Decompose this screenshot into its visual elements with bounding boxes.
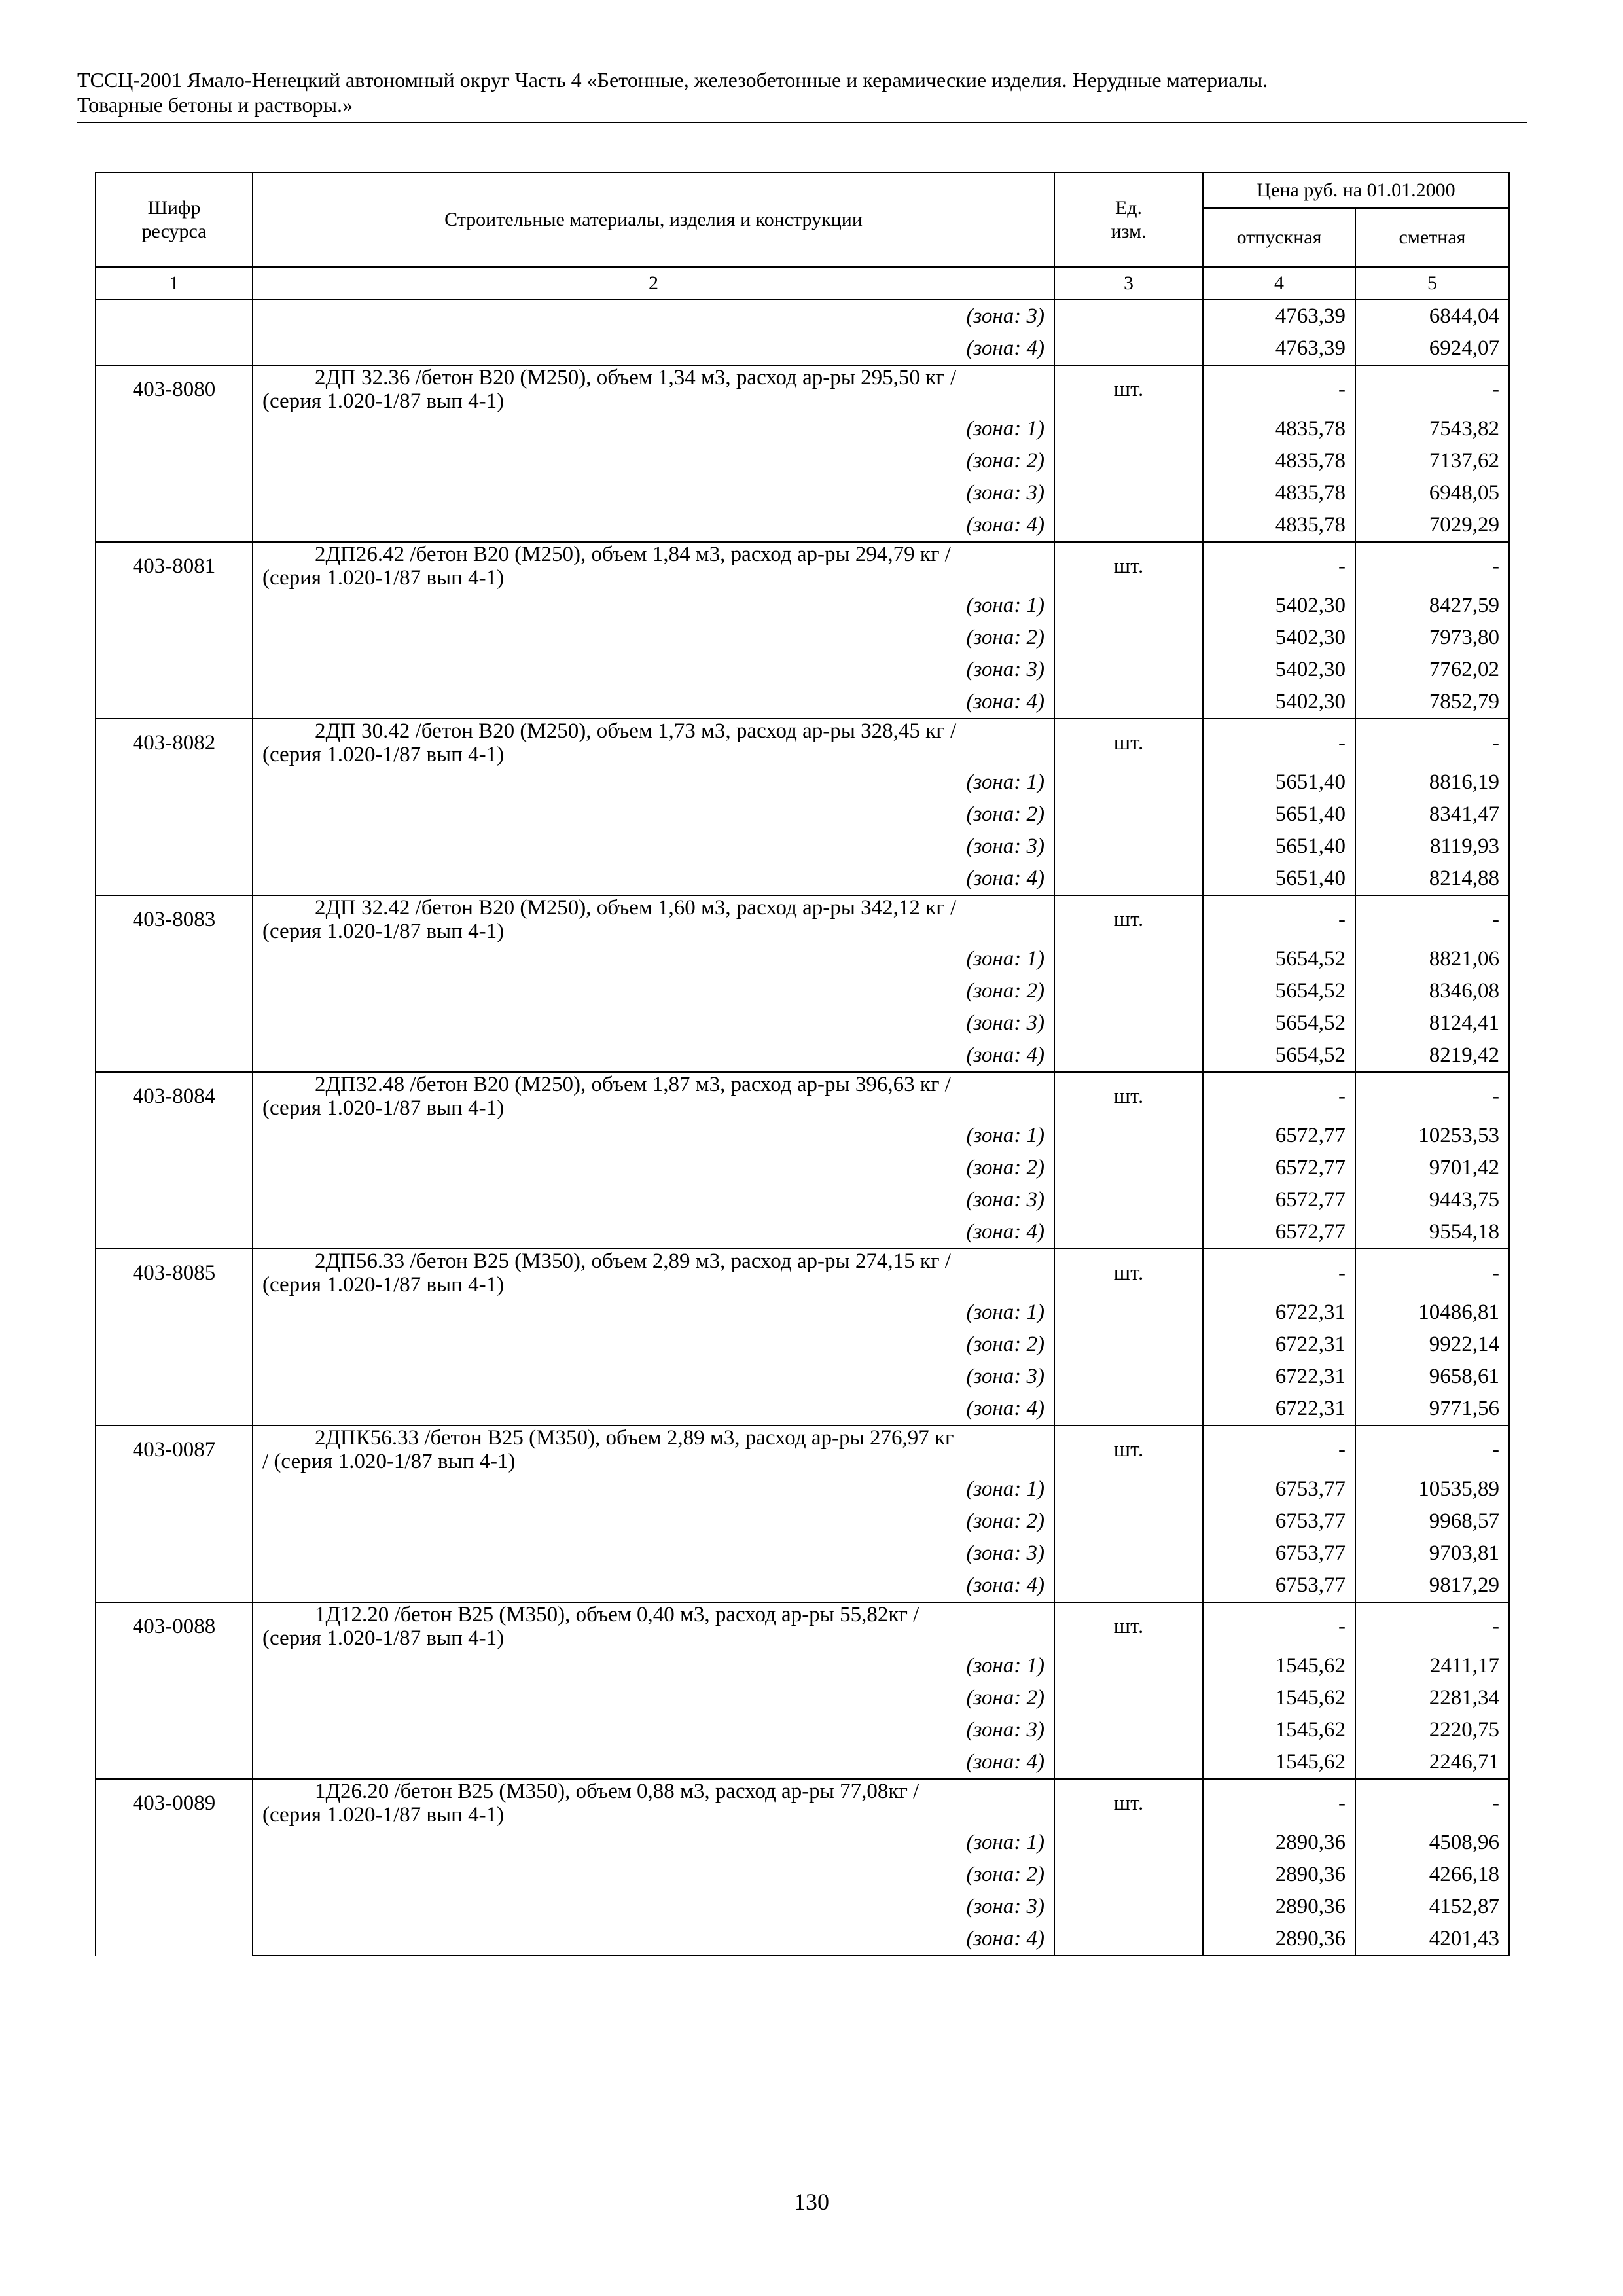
item-row bbox=[96, 1779, 1509, 1827]
zone-label: (зона: 4) bbox=[253, 1393, 1054, 1426]
zone-label: (зона: 4) bbox=[253, 686, 1054, 719]
unit-cell bbox=[1054, 1746, 1203, 1779]
unit-cell bbox=[1054, 1570, 1203, 1602]
unit-cell bbox=[1054, 975, 1203, 1007]
item-row bbox=[96, 1249, 1509, 1297]
unit-cell bbox=[1054, 445, 1203, 477]
estimate-price: - bbox=[1355, 1249, 1509, 1297]
col-number-1: 1 bbox=[96, 267, 253, 300]
estimate-price: 8219,42 bbox=[1355, 1039, 1509, 1072]
col-header-price: Цена руб. на 01.01.2000 bbox=[1203, 173, 1509, 208]
zone-label: (зона: 1) bbox=[253, 413, 1054, 445]
zone-label: (зона: 1) bbox=[253, 1120, 1054, 1152]
estimate-price: 2411,17 bbox=[1355, 1650, 1509, 1682]
unit-cell bbox=[1054, 477, 1203, 509]
estimate-price: 9703,81 bbox=[1355, 1537, 1509, 1570]
zone-label: (зона: 2) bbox=[253, 975, 1054, 1007]
unit-cell bbox=[1054, 1891, 1203, 1923]
resource-code: 403-8081 bbox=[96, 542, 253, 719]
unit-cell bbox=[1054, 1297, 1203, 1329]
description-series: (серия 1.020-1/87 вып 4-1) bbox=[262, 920, 505, 943]
zone-row bbox=[96, 1505, 1509, 1537]
item-row bbox=[96, 1426, 1509, 1473]
release-price: 5402,30 bbox=[1203, 654, 1355, 686]
zone-row bbox=[96, 1682, 1509, 1714]
zone-row bbox=[96, 1120, 1509, 1152]
page-number: 130 bbox=[794, 2189, 829, 2215]
resource-code: 403-0087 bbox=[96, 1426, 253, 1602]
unit-cell bbox=[1054, 1537, 1203, 1570]
zone-label: (зона: 2) bbox=[253, 798, 1054, 831]
zone-row bbox=[96, 863, 1509, 895]
estimate-price: 10535,89 bbox=[1355, 1473, 1509, 1505]
zone-row bbox=[96, 622, 1509, 654]
zone-label: (зона: 4) bbox=[253, 1746, 1054, 1779]
item-description bbox=[253, 542, 1054, 590]
zone-label: (зона: 4) bbox=[253, 509, 1054, 542]
unit-cell bbox=[1054, 1682, 1203, 1714]
table-header-row bbox=[96, 173, 1509, 208]
unit-cell bbox=[1054, 1184, 1203, 1216]
unit-cell bbox=[1054, 509, 1203, 542]
price-table-body bbox=[96, 173, 1509, 1956]
description-main: 1Д12.20 /бетон В25 (М350), объем 0,40 м3, расход ар-ры 55,82кг / bbox=[315, 1603, 919, 1626]
zone-row bbox=[96, 1537, 1509, 1570]
estimate-price: 9968,57 bbox=[1355, 1505, 1509, 1537]
description-main: 2ДП 32.36 /бетон В20 (М250), объем 1,34 м3, расход ар-ры 295,50 кг / bbox=[315, 366, 957, 389]
description-series: (серия 1.020-1/87 вып 4-1) bbox=[262, 566, 505, 590]
unit-cell bbox=[1054, 1473, 1203, 1505]
zone-label: (зона: 2) bbox=[253, 445, 1054, 477]
unit-cell bbox=[1054, 798, 1203, 831]
description-main: 2ДП 30.42 /бетон В20 (М250), объем 1,73 м3, расход ар-ры 328,45 кг / bbox=[315, 719, 957, 743]
zone-label: (зона: 3) bbox=[253, 831, 1054, 863]
col-header-estimate: сметная bbox=[1355, 208, 1509, 267]
release-price: 5654,52 bbox=[1203, 943, 1355, 975]
zone-row bbox=[96, 477, 1509, 509]
description-main: 2ДПК56.33 /бетон В25 (М350), объем 2,89 м3, расход ар-ры 276,97 кг bbox=[315, 1426, 954, 1450]
estimate-price: - bbox=[1355, 719, 1509, 766]
zone-row bbox=[96, 1152, 1509, 1184]
unit-of-measure: шт. bbox=[1054, 1602, 1203, 1650]
unit-cell bbox=[1054, 1039, 1203, 1072]
zone-row bbox=[96, 1297, 1509, 1329]
unit-cell bbox=[1054, 1361, 1203, 1393]
release-price: 4835,78 bbox=[1203, 445, 1355, 477]
release-price: 2890,36 bbox=[1203, 1923, 1355, 1956]
release-price: 6753,77 bbox=[1203, 1570, 1355, 1602]
unit-cell bbox=[1054, 943, 1203, 975]
estimate-price: 4201,43 bbox=[1355, 1923, 1509, 1956]
unit-of-measure: шт. bbox=[1054, 365, 1203, 413]
estimate-price: 9817,29 bbox=[1355, 1570, 1509, 1602]
release-price: 6572,77 bbox=[1203, 1152, 1355, 1184]
estimate-price: 10486,81 bbox=[1355, 1297, 1509, 1329]
col-number-4: 4 bbox=[1203, 267, 1355, 300]
unit-cell bbox=[1054, 1859, 1203, 1891]
description-series: (серия 1.020-1/87 вып 4-1) bbox=[262, 1273, 505, 1297]
estimate-price: 8341,47 bbox=[1355, 798, 1509, 831]
code-cell bbox=[96, 332, 253, 365]
unit-of-measure: шт. bbox=[1054, 895, 1203, 943]
estimate-price: 7543,82 bbox=[1355, 413, 1509, 445]
zone-label: (зона: 3) bbox=[253, 654, 1054, 686]
unit-cell bbox=[1054, 1152, 1203, 1184]
item-row bbox=[96, 542, 1509, 590]
estimate-price: - bbox=[1355, 895, 1509, 943]
zone-label: (зона: 4) bbox=[253, 863, 1054, 895]
zone-label: (зона: 3) bbox=[253, 300, 1054, 332]
zone-row bbox=[96, 1007, 1509, 1039]
zone-row bbox=[96, 509, 1509, 542]
release-price: - bbox=[1203, 1426, 1355, 1473]
zone-row bbox=[96, 798, 1509, 831]
description-main: 2ДП 32.42 /бетон В20 (М250), объем 1,60 м3, расход ар-ры 342,12 кг / bbox=[315, 896, 957, 920]
zone-row bbox=[96, 1714, 1509, 1746]
release-price: - bbox=[1203, 1779, 1355, 1827]
unit-cell bbox=[1054, 1505, 1203, 1537]
estimate-price: 8119,93 bbox=[1355, 831, 1509, 863]
estimate-price: - bbox=[1355, 542, 1509, 590]
item-description bbox=[253, 719, 1054, 766]
release-price: - bbox=[1203, 365, 1355, 413]
header-divider bbox=[77, 122, 1527, 123]
item-description bbox=[253, 1249, 1054, 1297]
zone-label: (зона: 1) bbox=[253, 590, 1054, 622]
unit-cell bbox=[1054, 863, 1203, 895]
unit-of-measure: шт. bbox=[1054, 1426, 1203, 1473]
zone-row bbox=[96, 1923, 1509, 1956]
release-price: 6572,77 bbox=[1203, 1184, 1355, 1216]
unit-cell bbox=[1054, 1120, 1203, 1152]
zone-row bbox=[96, 332, 1509, 365]
estimate-price: 7137,62 bbox=[1355, 445, 1509, 477]
release-price: 2890,36 bbox=[1203, 1859, 1355, 1891]
estimate-price: 7852,79 bbox=[1355, 686, 1509, 719]
zone-row bbox=[96, 975, 1509, 1007]
zone-row bbox=[96, 1393, 1509, 1426]
zone-row bbox=[96, 590, 1509, 622]
description-series: (серия 1.020-1/87 вып 4-1) bbox=[262, 1803, 505, 1827]
zone-label: (зона: 1) bbox=[253, 1650, 1054, 1682]
estimate-price: 7029,29 bbox=[1355, 509, 1509, 542]
estimate-price: - bbox=[1355, 1072, 1509, 1120]
release-price: 5654,52 bbox=[1203, 1039, 1355, 1072]
zone-label: (зона: 3) bbox=[253, 477, 1054, 509]
description-series: (серия 1.020-1/87 вып 4-1) bbox=[262, 389, 505, 413]
unit-cell bbox=[1054, 654, 1203, 686]
code-cell bbox=[96, 300, 253, 332]
unit-cell bbox=[1054, 1923, 1203, 1956]
zone-row bbox=[96, 1859, 1509, 1891]
unit-cell bbox=[1054, 1714, 1203, 1746]
estimate-price: 9922,14 bbox=[1355, 1329, 1509, 1361]
estimate-price: 7973,80 bbox=[1355, 622, 1509, 654]
estimate-price: 4152,87 bbox=[1355, 1891, 1509, 1923]
zone-label: (зона: 4) bbox=[253, 332, 1054, 365]
release-price: 6722,31 bbox=[1203, 1361, 1355, 1393]
zone-label: (зона: 2) bbox=[253, 1859, 1054, 1891]
release-price: 5651,40 bbox=[1203, 766, 1355, 798]
estimate-price: - bbox=[1355, 1602, 1509, 1650]
unit-cell bbox=[1054, 332, 1203, 365]
item-row bbox=[96, 1072, 1509, 1120]
header-line-2: Товарные бетоны и растворы.» bbox=[77, 93, 353, 117]
release-price: - bbox=[1203, 1602, 1355, 1650]
release-price: 6753,77 bbox=[1203, 1505, 1355, 1537]
release-price: 6722,31 bbox=[1203, 1393, 1355, 1426]
zone-row bbox=[96, 413, 1509, 445]
estimate-price: 9701,42 bbox=[1355, 1152, 1509, 1184]
description-series: (серия 1.020-1/87 вып 4-1) bbox=[262, 1626, 505, 1650]
zone-label: (зона: 4) bbox=[253, 1216, 1054, 1249]
unit-of-measure: шт. bbox=[1054, 1072, 1203, 1120]
estimate-price: 8427,59 bbox=[1355, 590, 1509, 622]
resource-code: 403-0088 bbox=[96, 1602, 253, 1779]
zone-label: (зона: 4) bbox=[253, 1923, 1054, 1956]
release-price: 6753,77 bbox=[1203, 1537, 1355, 1570]
col-header-code: Шифр ресурса bbox=[96, 173, 253, 267]
release-price: 5402,30 bbox=[1203, 686, 1355, 719]
unit-of-measure: шт. bbox=[1054, 1249, 1203, 1297]
zone-row bbox=[96, 654, 1509, 686]
unit-cell bbox=[1054, 1650, 1203, 1682]
zone-label: (зона: 1) bbox=[253, 1473, 1054, 1505]
item-row bbox=[96, 1602, 1509, 1650]
release-price: - bbox=[1203, 542, 1355, 590]
zone-row bbox=[96, 686, 1509, 719]
item-description bbox=[253, 1426, 1054, 1473]
col-number-3: 3 bbox=[1054, 267, 1203, 300]
zone-row bbox=[96, 1039, 1509, 1072]
description-main: 1Д26.20 /бетон В25 (М350), объем 0,88 м3, расход ар-ры 77,08кг / bbox=[315, 1780, 919, 1803]
zone-row bbox=[96, 831, 1509, 863]
release-price: 6753,77 bbox=[1203, 1473, 1355, 1505]
zone-label: (зона: 2) bbox=[253, 1505, 1054, 1537]
item-row bbox=[96, 895, 1509, 943]
unit-cell bbox=[1054, 413, 1203, 445]
unit-of-measure: шт. bbox=[1054, 542, 1203, 590]
unit-cell bbox=[1054, 1329, 1203, 1361]
estimate-price: 9658,61 bbox=[1355, 1361, 1509, 1393]
item-description bbox=[253, 1779, 1054, 1827]
estimate-price: 8821,06 bbox=[1355, 943, 1509, 975]
description-series: / (серия 1.020-1/87 вып 4-1) bbox=[262, 1450, 516, 1473]
zone-label: (зона: 1) bbox=[253, 1827, 1054, 1859]
estimate-price: 4508,96 bbox=[1355, 1827, 1509, 1859]
release-price: 4763,39 bbox=[1203, 332, 1355, 365]
release-price: 5654,52 bbox=[1203, 975, 1355, 1007]
zone-row bbox=[96, 1891, 1509, 1923]
resource-code: 403-8082 bbox=[96, 719, 253, 895]
zone-row bbox=[96, 445, 1509, 477]
estimate-price: 7762,02 bbox=[1355, 654, 1509, 686]
unit-of-measure: шт. bbox=[1054, 1779, 1203, 1827]
item-row bbox=[96, 719, 1509, 766]
release-price: 4835,78 bbox=[1203, 413, 1355, 445]
release-price: 4835,78 bbox=[1203, 477, 1355, 509]
zone-label: (зона: 1) bbox=[253, 766, 1054, 798]
release-price: 6572,77 bbox=[1203, 1216, 1355, 1249]
zone-label: (зона: 1) bbox=[253, 943, 1054, 975]
release-price: 5651,40 bbox=[1203, 863, 1355, 895]
zone-label: (зона: 3) bbox=[253, 1537, 1054, 1570]
zone-row bbox=[96, 1827, 1509, 1859]
unit-cell bbox=[1054, 1007, 1203, 1039]
description-series: (серия 1.020-1/87 вып 4-1) bbox=[262, 1096, 505, 1120]
zone-row bbox=[96, 1184, 1509, 1216]
item-description bbox=[253, 1602, 1054, 1650]
zone-label: (зона: 3) bbox=[253, 1007, 1054, 1039]
unit-of-measure: шт. bbox=[1054, 719, 1203, 766]
estimate-price: 4266,18 bbox=[1355, 1859, 1509, 1891]
zone-label: (зона: 2) bbox=[253, 1152, 1054, 1184]
zone-row bbox=[96, 1473, 1509, 1505]
estimate-price: 2246,71 bbox=[1355, 1746, 1509, 1779]
release-price: 5402,30 bbox=[1203, 622, 1355, 654]
release-price: - bbox=[1203, 1072, 1355, 1120]
zone-row bbox=[96, 300, 1509, 332]
estimate-price: 9443,75 bbox=[1355, 1184, 1509, 1216]
release-price: 6722,31 bbox=[1203, 1329, 1355, 1361]
item-description bbox=[253, 365, 1054, 413]
zone-label: (зона: 3) bbox=[253, 1361, 1054, 1393]
resource-code: 403-8083 bbox=[96, 895, 253, 1072]
resource-code: 403-8084 bbox=[96, 1072, 253, 1249]
zone-label: (зона: 2) bbox=[253, 1329, 1054, 1361]
item-description bbox=[253, 895, 1054, 943]
estimate-price: 2220,75 bbox=[1355, 1714, 1509, 1746]
release-price: 5651,40 bbox=[1203, 831, 1355, 863]
col-header-unit: Ед. изм. bbox=[1054, 173, 1203, 267]
unit-cell bbox=[1054, 831, 1203, 863]
header-line-1: ТССЦ-2001 Ямало-Ненецкий автономный округ Часть 4 «Бетонные, железобетонные и керамические изделия. Нерудные материалы. bbox=[77, 68, 1268, 92]
release-price: 1545,62 bbox=[1203, 1650, 1355, 1682]
estimate-price: - bbox=[1355, 1426, 1509, 1473]
col-number-2: 2 bbox=[253, 267, 1054, 300]
zone-row bbox=[96, 1329, 1509, 1361]
unit-cell bbox=[1054, 622, 1203, 654]
release-price: 4835,78 bbox=[1203, 509, 1355, 542]
zone-label: (зона: 2) bbox=[253, 622, 1054, 654]
zone-row bbox=[96, 1361, 1509, 1393]
zone-label: (зона: 2) bbox=[253, 1682, 1054, 1714]
zone-label: (зона: 3) bbox=[253, 1184, 1054, 1216]
release-price: - bbox=[1203, 895, 1355, 943]
unit-cell bbox=[1054, 1393, 1203, 1426]
estimate-price: 6948,05 bbox=[1355, 477, 1509, 509]
zone-label: (зона: 1) bbox=[253, 1297, 1054, 1329]
zone-label: (зона: 3) bbox=[253, 1891, 1054, 1923]
release-price: - bbox=[1203, 719, 1355, 766]
zone-row bbox=[96, 1650, 1509, 1682]
resource-code: 403-8080 bbox=[96, 365, 253, 542]
estimate-price: 6844,04 bbox=[1355, 300, 1509, 332]
zone-row bbox=[96, 1216, 1509, 1249]
release-price: 6722,31 bbox=[1203, 1297, 1355, 1329]
zone-row bbox=[96, 1746, 1509, 1779]
unit-cell bbox=[1054, 1827, 1203, 1859]
zone-label: (зона: 4) bbox=[253, 1570, 1054, 1602]
description-main: 2ДП26.42 /бетон В20 (М250), объем 1,84 м3, расход ар-ры 294,79 кг / bbox=[315, 543, 951, 566]
release-price: 1545,62 bbox=[1203, 1746, 1355, 1779]
release-price: 5654,52 bbox=[1203, 1007, 1355, 1039]
zone-row bbox=[96, 1570, 1509, 1602]
description-main: 2ДП32.48 /бетон В20 (М250), объем 1,87 м3, расход ар-ры 396,63 кг / bbox=[315, 1073, 951, 1096]
column-numbers-row bbox=[96, 267, 1509, 300]
release-price: 6572,77 bbox=[1203, 1120, 1355, 1152]
estimate-price: 10253,53 bbox=[1355, 1120, 1509, 1152]
release-price: 4763,39 bbox=[1203, 300, 1355, 332]
estimate-price: - bbox=[1355, 1779, 1509, 1827]
item-row bbox=[96, 365, 1509, 413]
estimate-price: 6924,07 bbox=[1355, 332, 1509, 365]
release-price: 2890,36 bbox=[1203, 1891, 1355, 1923]
release-price: - bbox=[1203, 1249, 1355, 1297]
release-price: 5402,30 bbox=[1203, 590, 1355, 622]
zone-row bbox=[96, 943, 1509, 975]
running-header bbox=[77, 67, 1524, 117]
estimate-price: 8214,88 bbox=[1355, 863, 1509, 895]
estimate-price: 8816,19 bbox=[1355, 766, 1509, 798]
estimate-price: - bbox=[1355, 365, 1509, 413]
unit-cell bbox=[1054, 590, 1203, 622]
col-header-name: Строительные материалы, изделия и конструкции bbox=[253, 173, 1054, 267]
unit-cell bbox=[1054, 766, 1203, 798]
resource-code: 403-8085 bbox=[96, 1249, 253, 1426]
resource-code: 403-0089 bbox=[96, 1779, 253, 1956]
estimate-price: 9771,56 bbox=[1355, 1393, 1509, 1426]
estimate-price: 8124,41 bbox=[1355, 1007, 1509, 1039]
unit-cell bbox=[1054, 1216, 1203, 1249]
zone-label: (зона: 3) bbox=[253, 1714, 1054, 1746]
price-table bbox=[95, 172, 1510, 1956]
release-price: 5651,40 bbox=[1203, 798, 1355, 831]
release-price: 2890,36 bbox=[1203, 1827, 1355, 1859]
zone-row bbox=[96, 766, 1509, 798]
description-main: 2ДП56.33 /бетон В25 (М350), объем 2,89 м3, расход ар-ры 274,15 кг / bbox=[315, 1249, 951, 1273]
unit-cell bbox=[1054, 686, 1203, 719]
item-description bbox=[253, 1072, 1054, 1120]
unit-cell bbox=[1054, 300, 1203, 332]
estimate-price: 2281,34 bbox=[1355, 1682, 1509, 1714]
release-price: 1545,62 bbox=[1203, 1682, 1355, 1714]
zone-label: (зона: 4) bbox=[253, 1039, 1054, 1072]
col-header-release: отпускная bbox=[1203, 208, 1355, 267]
estimate-price: 9554,18 bbox=[1355, 1216, 1509, 1249]
description-series: (серия 1.020-1/87 вып 4-1) bbox=[262, 743, 505, 766]
estimate-price: 8346,08 bbox=[1355, 975, 1509, 1007]
col-number-5: 5 bbox=[1355, 267, 1509, 300]
release-price: 1545,62 bbox=[1203, 1714, 1355, 1746]
